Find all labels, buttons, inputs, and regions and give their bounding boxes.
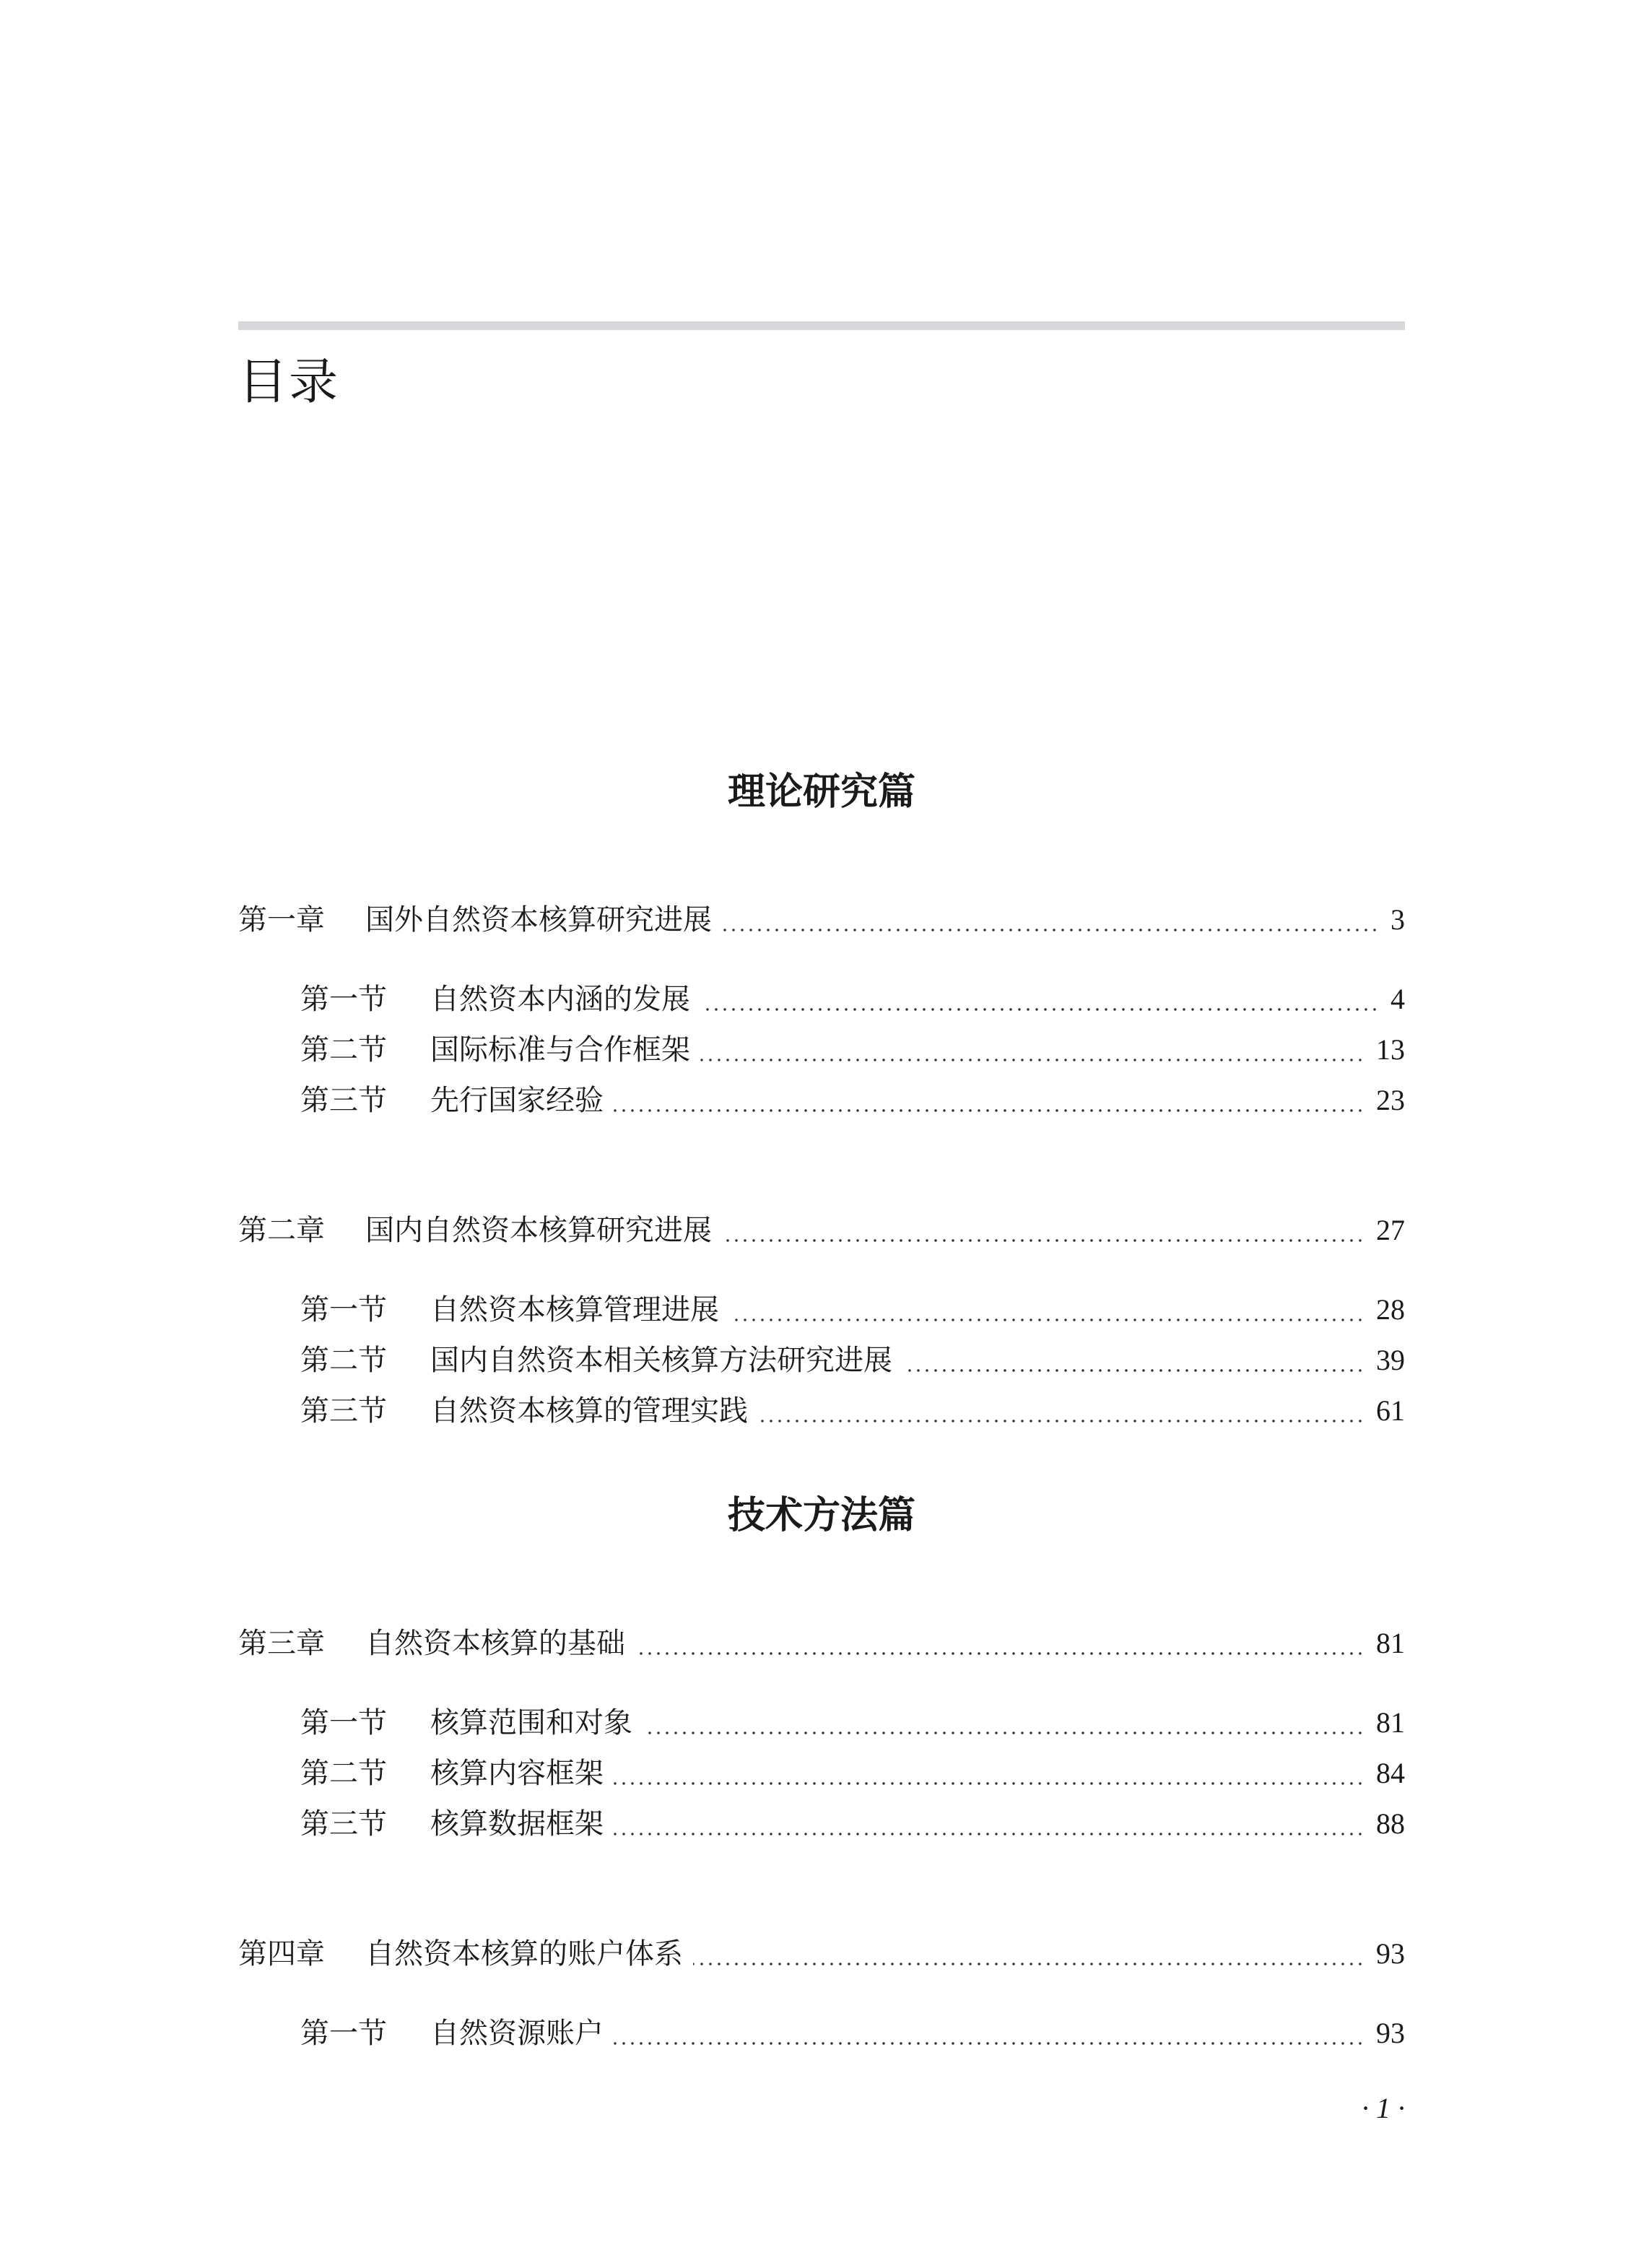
page-number: 61	[1376, 1394, 1405, 1427]
section-title: 国内自然资本相关核算方法研究进展	[430, 1344, 892, 1377]
page-number: 88	[1376, 1807, 1405, 1840]
page-number: 84	[1376, 1757, 1405, 1789]
page-number: 93	[1376, 2017, 1405, 2049]
chapter-title: 自然资本核算的基础	[365, 1627, 625, 1660]
toc-section-entry[interactable]	[300, 1288, 1405, 1331]
toc-section-entry[interactable]	[300, 978, 1405, 1021]
dot-leader	[693, 1963, 1364, 1965]
toc-section-entry[interactable]	[300, 1389, 1405, 1433]
page-number: 39	[1376, 1344, 1405, 1376]
section-number: 第二节	[300, 1033, 387, 1066]
chapter-number: 第四章	[238, 1937, 325, 1971]
page-number: 3	[1390, 903, 1405, 936]
dot-leader	[722, 1239, 1364, 1242]
chapter-title: 自然资本核算的账户体系	[365, 1937, 683, 1971]
section-title: 自然资本内涵的发展	[430, 983, 690, 1016]
dot-leader	[614, 1782, 1364, 1785]
dot-leader	[700, 1059, 1364, 1061]
dot-leader	[722, 929, 1379, 931]
toc-chapter-entry[interactable]	[238, 1932, 1405, 1976]
section-number: 第一节	[300, 983, 387, 1016]
section-number: 第二节	[300, 1757, 387, 1790]
chapter-title: 国外自然资本核算研究进展	[365, 903, 712, 937]
section-number: 第一节	[300, 1706, 387, 1739]
section-number: 第一节	[300, 2017, 387, 2050]
toc-section-entry[interactable]	[300, 1339, 1405, 1382]
dot-leader	[614, 2042, 1364, 2045]
section-title: 自然资本核算管理进展	[430, 1293, 719, 1326]
dot-leader	[614, 1833, 1364, 1835]
section-title: 自然资本核算的管理实践	[430, 1394, 748, 1428]
page-number: 4	[1390, 983, 1405, 1015]
toc-section-entry[interactable]	[300, 1802, 1405, 1846]
dot-leader	[902, 1369, 1364, 1372]
page-title: 目录	[238, 354, 340, 411]
part-heading: 技术方法篇	[727, 1493, 915, 1537]
toc-section-entry[interactable]	[300, 2012, 1405, 2055]
dot-leader	[758, 1420, 1364, 1422]
section-title: 自然资源账户	[430, 2017, 604, 2050]
section-title: 核算内容框架	[430, 1757, 604, 1790]
dot-leader	[635, 1652, 1364, 1655]
chapter-title: 国内自然资本核算研究进展	[365, 1214, 712, 1247]
toc-section-entry[interactable]	[300, 1028, 1405, 1072]
toc-chapter-entry[interactable]	[238, 1622, 1405, 1665]
section-title: 核算范围和对象	[430, 1706, 632, 1739]
section-number: 第三节	[300, 1807, 387, 1841]
page-number: 27	[1376, 1214, 1405, 1246]
chapter-number: 第三章	[238, 1627, 325, 1660]
page-number: 81	[1376, 1706, 1405, 1739]
page-number: 93	[1376, 1937, 1405, 1970]
dot-leader	[729, 1318, 1364, 1321]
toc-section-entry[interactable]	[300, 1752, 1405, 1795]
page-number: 23	[1376, 1084, 1405, 1116]
section-number: 第三节	[300, 1394, 387, 1428]
chapter-number: 第二章	[238, 1214, 325, 1247]
dot-leader	[700, 1008, 1379, 1011]
header-rule	[238, 321, 1405, 330]
dot-leader	[614, 1109, 1364, 1112]
section-number: 第三节	[300, 1084, 387, 1117]
section-number: 第二节	[300, 1344, 387, 1377]
section-title: 先行国家经验	[430, 1084, 604, 1117]
section-number: 第一节	[300, 1293, 387, 1326]
toc-section-entry[interactable]	[300, 1701, 1405, 1745]
part-heading: 理论研究篇	[727, 770, 915, 814]
section-title: 国际标准与合作框架	[430, 1033, 690, 1066]
toc-section-entry[interactable]	[300, 1079, 1405, 1122]
toc-chapter-entry[interactable]	[238, 898, 1405, 942]
page-folio: · 1 ·	[1362, 2092, 1405, 2124]
page-number: 28	[1376, 1293, 1405, 1326]
toc-chapter-entry[interactable]	[238, 1209, 1405, 1252]
section-title: 核算数据框架	[430, 1807, 604, 1841]
dot-leader	[643, 1732, 1364, 1734]
chapter-number: 第一章	[238, 903, 325, 937]
page-number: 81	[1376, 1627, 1405, 1659]
page-number: 13	[1376, 1033, 1405, 1066]
